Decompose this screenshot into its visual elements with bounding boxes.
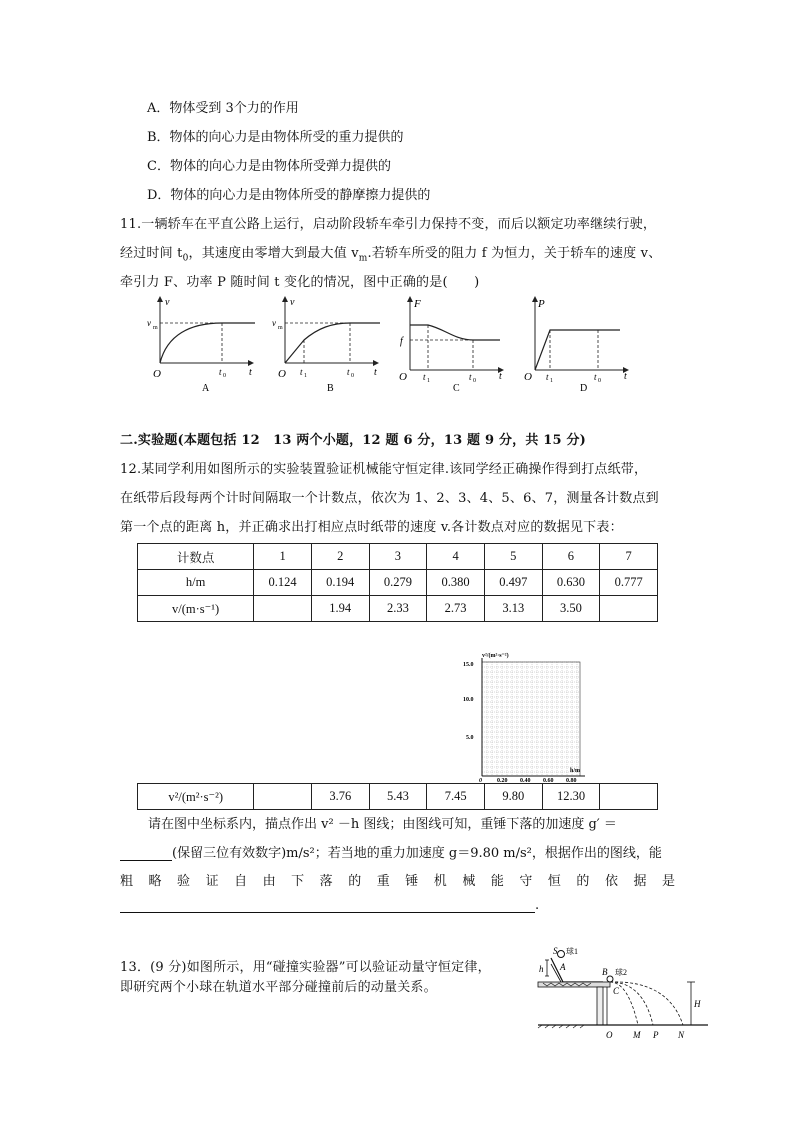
data-table [137, 543, 658, 622]
graph-a-origin: O [153, 368, 161, 380]
q10-option-b: B．物体的向心力是由物体所受的重力提供的 [147, 130, 404, 145]
svg-text:v: v [272, 318, 276, 328]
svg-text:P: P [653, 1030, 659, 1040]
grid-y-title: v²/(m²·s⁻²) [482, 653, 509, 659]
table-row-header: 计数点 1 2 3 4 5 6 7 [138, 544, 658, 570]
svg-text:P: P [538, 298, 545, 310]
q10-option-d: D．物体的向心力是由物体所受的静摩擦力提供的 [147, 188, 431, 203]
graph-d [524, 297, 628, 394]
table-row-v: v/(m·s⁻¹) 1.94 2.33 2.73 3.13 3.50 [138, 596, 658, 622]
q13-line-2: 即研究两个小球在轨道水平部分碰撞前后的动量关系。 [120, 980, 437, 995]
svg-text:t: t [219, 367, 222, 377]
v2-table [137, 783, 658, 810]
svg-text:1: 1 [304, 373, 307, 379]
svg-text:N: N [678, 1030, 685, 1040]
q12-line-3: 第一个点的距离 h，并正确求出打相应点时纸带的速度 v.各计数点对应的数据见下表： [120, 520, 623, 535]
svg-text:t: t [249, 367, 252, 378]
grid-xtick-020: 0.20 [497, 778, 508, 783]
svg-text:t: t [624, 371, 627, 382]
svg-text:M: M [633, 1030, 641, 1040]
svg-text:t: t [469, 372, 472, 382]
svg-text:h: h [539, 964, 544, 974]
svg-text:m: m [153, 325, 158, 331]
graph-a-label: A [202, 383, 210, 394]
q10-option-a: A．物体受到 3个力的作用 [147, 101, 299, 116]
q10-option-c: C．物体的向心力是由物体所受弹力提供的 [147, 159, 391, 174]
svg-text:球1: 球1 [566, 947, 578, 956]
svg-text:t: t [499, 371, 502, 382]
graph-c [399, 297, 503, 394]
graph-b-label: B [327, 383, 334, 394]
q12-after-1: 请在图中坐标系内，描点作出 v² －h 图线；由图线可知，重锤下落的加速度 g′ ＝ [148, 817, 617, 832]
svg-text:t: t [594, 372, 597, 382]
svg-text:O: O [606, 1030, 613, 1040]
q12-line-1: 12.某同学利用如图所示的实验装置验证机械能守恒定律.该同学经正确操作得到打点纸带， [120, 462, 648, 477]
table-row-h: h/m 0.124 0.194 0.279 0.380 0.497 0.630 0.777 [138, 570, 658, 596]
svg-text:B: B [602, 967, 608, 977]
svg-text:S: S [553, 946, 558, 956]
svg-text:O: O [399, 371, 407, 383]
svg-text:1: 1 [550, 378, 553, 384]
svg-text:t: t [347, 367, 350, 377]
svg-text:0: 0 [223, 373, 226, 379]
svg-text:t: t [300, 367, 303, 377]
q11-line-1: 11.一辆轿车在平直公路上运行，启动阶段轿车牵引力保持不变，而后以额定功率继续行驶， [120, 217, 657, 232]
grid-xtick-080: 0.80 [566, 778, 577, 783]
svg-text:F: F [414, 298, 421, 310]
grid-x-title: h/m [570, 768, 581, 774]
svg-text:t: t [374, 367, 377, 378]
grid-xtick-060: 0.60 [543, 778, 554, 783]
q12-after-3: 粗 略 验 证 自 由 下 落 的 重 锤 机 械 能 守 恒 的 依 据 是 [120, 874, 675, 889]
svg-text:f: f [400, 336, 403, 347]
graph-c-label: C [453, 383, 460, 394]
q12-after-4: . [120, 898, 539, 913]
svg-text:m: m [278, 325, 283, 331]
grid-ytick-5: 5.0 [466, 735, 474, 741]
answer-blank-g[interactable] [120, 848, 172, 861]
svg-text:v: v [290, 297, 295, 308]
svg-text:0: 0 [351, 373, 354, 379]
svg-text:O: O [278, 368, 286, 380]
graph-d-label: D [580, 383, 588, 394]
grid-ytick-15: 15.0 [463, 662, 474, 668]
v2-h-grid [452, 648, 592, 783]
table-row-v2: v²/(m²·s⁻²) 3.76 5.43 7.45 9.80 12.30 [138, 784, 658, 810]
graph-a-vm: v [147, 318, 151, 328]
answer-blank-basis[interactable] [120, 900, 535, 913]
svg-text:球2: 球2 [615, 968, 627, 977]
svg-text:H: H [694, 999, 701, 1009]
grid-ytick-10: 10.0 [463, 697, 474, 703]
q12-line-2: 在纸带后段每两个计时间隔取一个计数点，依次为 1、2、3、4、5、6、7，测量各计数点到 [120, 491, 659, 506]
grid-xtick-040: 0.40 [520, 778, 531, 783]
graph-b [272, 297, 380, 394]
svg-text:t: t [546, 372, 549, 382]
svg-text:0: 0 [598, 378, 601, 384]
svg-text:A: A [560, 962, 566, 972]
section-heading: 二.实验题(本题包括 12 13 两个小题，12 题 6 分，13 题 9 分，共 15 分) [120, 433, 587, 448]
collision-apparatus-figure [533, 942, 713, 1042]
svg-text:O: O [524, 371, 532, 383]
svg-text:t: t [423, 372, 426, 382]
q11-line-3: 牵引力 F、功率 P 随时间 t 变化的情况，图中正确的是( ) [120, 275, 480, 290]
q13-line-1: 13．(9 分)如图所示，用“碰撞实验器”可以验证动量守恒定律， [120, 960, 491, 975]
svg-text:0: 0 [473, 378, 476, 384]
grid-frame [482, 662, 580, 776]
graph-a-yaxis: v [165, 297, 170, 308]
svg-text:C: C [613, 986, 620, 996]
q12-after-2: (保留三位有效数字)m/s²；若当地的重力加速度 g＝9.80 m/s²，根据作出的图线，能 [120, 842, 662, 861]
q11-line-2: 经过时间 $t_0$，其速度由零增大到最大值 $v_m$.若轿车所受的阻力 f 为恒力，关于轿车的速度 v、 [120, 246, 662, 264]
graph-a [147, 297, 255, 394]
grid-xtick-0: 0 [479, 778, 482, 783]
svg-text:1: 1 [427, 378, 430, 384]
q11-graphs [145, 295, 665, 400]
